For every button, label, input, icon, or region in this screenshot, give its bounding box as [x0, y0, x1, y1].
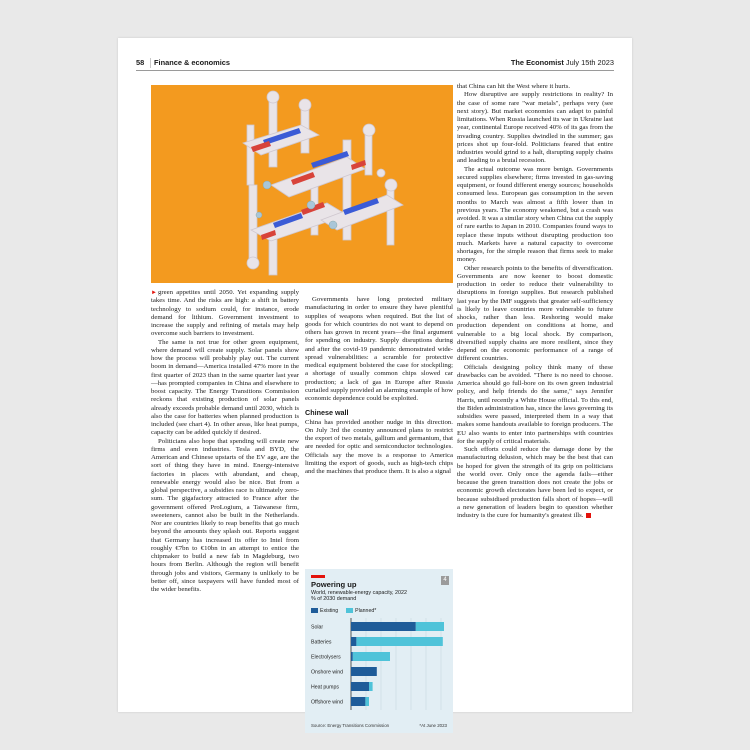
bar-existing: [351, 622, 416, 631]
paragraph: Other research points to the benefits of diversification. Governments are now keener to boost domestic production in order to reduce their vulnerability to disruptions in foreign supplies. But research published last year by the IMF suggests that greater self-sufficiency is likely to leave countries more vulnerable to future shocks, rather than less. Reshoring would make production dependent on conditions at home, and vulnerable to a big local shock. By comparison, diversified supply chains are more resilient, since they depend on the economic performance of a range of different countries.: [457, 264, 613, 363]
paragraph: that China can hit the West where it hurts.: [457, 83, 571, 90]
paragraph: China has provided another nudge in this direction. On July 3rd the country announced plans to restrict the export of two metals, gallium and germanium, that are needed for optic and semiconductor technologies. Officials say the move is a response to America limiting the export of goods, such as high-tech chips and the machines that produce them. It is also a signal: [305, 418, 453, 475]
chart-unit-line: % of 2030 demand: [311, 596, 357, 603]
paragraph: How disruptive are supply restrictions in reality? In the case of some rare "war metals", perhaps very (see next story). But market economies can adapt to painful limitations. When Russia launched its war in Ukraine last year, continental Europe received 40% of its gas from the invading country. Supplies dwindled in the summer; gas prices shot up four-fold. Politicians feared that entire industries would grind to a halt, disrupting supply chains and leading to a brutal recession.: [457, 91, 613, 165]
paragraph: The actual outcome was more benign. Governments secured supplies elsewhere; firms invested in gas-saving equipment, or found different energy sources; households consumed less. European gas consumption in the seven months to March was almost a fifth lower than in previous years. The economy weakened, but a crash was avoided. It was a similar story when China cut the supply of rare earths to Japan in 2010. Companies found ways to replace these inputs without disrupting production too much. Markets have a natural capacity to overcome shortages, for the simple reason that firms seek to make money.: [457, 165, 613, 264]
paragraph: The same is not true for other green equipment, where demand will create supply. Solar panels show how the process will probably play out. The current boom in demand—America installed 47% more in the first quarter of 2023 than in the same quarter last year—has prompted companies in China and elsewhere to boost capacity. The Energy Transitions Commission reckons that existing production of solar panels already exceeds probable demand until 2030, which is also the case for batteries when planned production is included (see chart 4). In other areas, like heat pumps, capacity can be added quickly if desired.: [151, 338, 299, 437]
subheading: Chinese wall: [305, 408, 349, 418]
paragraph: Politicians also hope that spending will create new firms and even industries. Tesla and BYD, the American and Chinese upstarts of the EV age, are the sort of thing they have in mind. Energy-intensive factories in places with abundant, and cheap, renewable energy would also be nice. But from a global perspective, a subsidies race is ultimately zero-sum. The gigafactory attracted to France after the government offered ProLogium, a Taiwanese firm, sweeteners, cannot also be built in the Netherlands. Nor are countries likely to reap benefits that go much beyond the amounts they splash out. Reports suggest that Germany has increased its offer to Intel from roughly €7bn to €10bn in an attempt to entice the chipmaker to build a new fab in Magdeburg, two hours from Berlin. Although the region will benefit through jobs and visitors, Germany is unlikely to be better off, since taxpayers will have funded most of the wider benefits.: [151, 437, 299, 593]
bar-existing: [351, 682, 369, 691]
factory-pipes-illustration: [151, 85, 453, 283]
chart-plot: [305, 569, 453, 733]
continued-arrow-icon: ►: [151, 290, 157, 296]
category-label: Heat pumps: [311, 684, 339, 691]
chart-number: 4: [441, 576, 449, 585]
paragraph: [151, 289, 299, 339]
bar-existing: [351, 652, 353, 661]
paragraph-text: Such efforts could reduce the damage done by the manufacturing delusion, which may be the best that can be hoped for given the strength of its grip on politicians the world over. Only once the agenda fails—either because the green transition does not create the jobs or economic growth electorates have been led to expect, or because subsidised production falls short of hopes—will a new generation of leaders begin to question whether industry is the cure for humanity's greatest ills.: [457, 446, 613, 519]
publication-line: [511, 58, 614, 68]
category-label: Offshore wind: [311, 699, 343, 706]
bar-existing: [351, 667, 377, 676]
magazine-page: [118, 38, 632, 728]
illustration-graphic: [151, 85, 453, 283]
chart-source: Source: Energy Transitions Commission: [311, 723, 390, 728]
paragraph: [457, 446, 613, 520]
page-header: [136, 58, 614, 71]
paragraph-text: green appetites until 2050. Yet expanding supply takes time. And the risks are high: a shift in battery technology to sodium could, for instance, erode demand for lithium. Government investment to increase the supply and refining of metals may help overcome such barriers to investment.: [151, 289, 299, 338]
column-3: [457, 83, 613, 520]
column-1: [151, 289, 299, 594]
bar-planned: [369, 682, 373, 691]
paragraph: Officials designing policy think many of these drawbacks can be avoided. "There is no need to choose. America should go full-bore on its own green industrial policy, and help friends do the same," says Jennifer Harris, until recently a White House official. To this end, the Biden administration has, since the laws governing its subsidies were passed, interpreted them in a way that makes some handouts available to foreign producers. The EU also wants to enter into partnerships with countries for the supply of critical materials.: [457, 363, 613, 445]
bar-planned: [365, 697, 369, 706]
bar-planned: [353, 652, 390, 661]
column-2: [305, 296, 453, 476]
bar-existing: [351, 637, 356, 646]
end-of-article-icon: [586, 513, 591, 518]
category-label: Onshore wind: [311, 669, 344, 676]
category-label: Batteries: [311, 639, 332, 646]
legend-label: Existing: [320, 608, 339, 614]
category-label: Solar: [311, 624, 324, 631]
chart-footnote: *At June 2023: [419, 723, 447, 728]
issue-date: July 15th 2023: [565, 58, 614, 67]
page-number: 58: [136, 58, 145, 67]
bar-planned: [356, 637, 442, 646]
legend-label: Planned*: [355, 608, 377, 614]
bar-planned: [416, 622, 444, 631]
chart-title: Powering up: [311, 580, 357, 589]
paragraph: Governments have long protected military manufacturing in order to ensure they have plentiful supplies of weapons when required. But the list of goods for which countries do not want to depend on others has grown in recent years—the final argument for spending on industry. Supply disruptions during and after the covid-19 pandemic demonstrated wide-spread vulnerabilities: a scramble for protective medical equipment bolstered the case for stockpiling; a shortage of usually common chips slowed car production; a lack of gas in Europe after Russia curtailed supply provided an alarming example of how economic dependence could be exploited.: [305, 296, 453, 402]
bar-chart: [305, 569, 453, 733]
chart-subtitle-line: World, renewable-energy capacity, 2022: [311, 590, 407, 596]
section-title: Finance & economics: [150, 58, 230, 68]
category-label: Electrolysers: [311, 654, 341, 661]
bar-existing: [351, 697, 365, 706]
publication-name: The Economist: [510, 58, 564, 67]
